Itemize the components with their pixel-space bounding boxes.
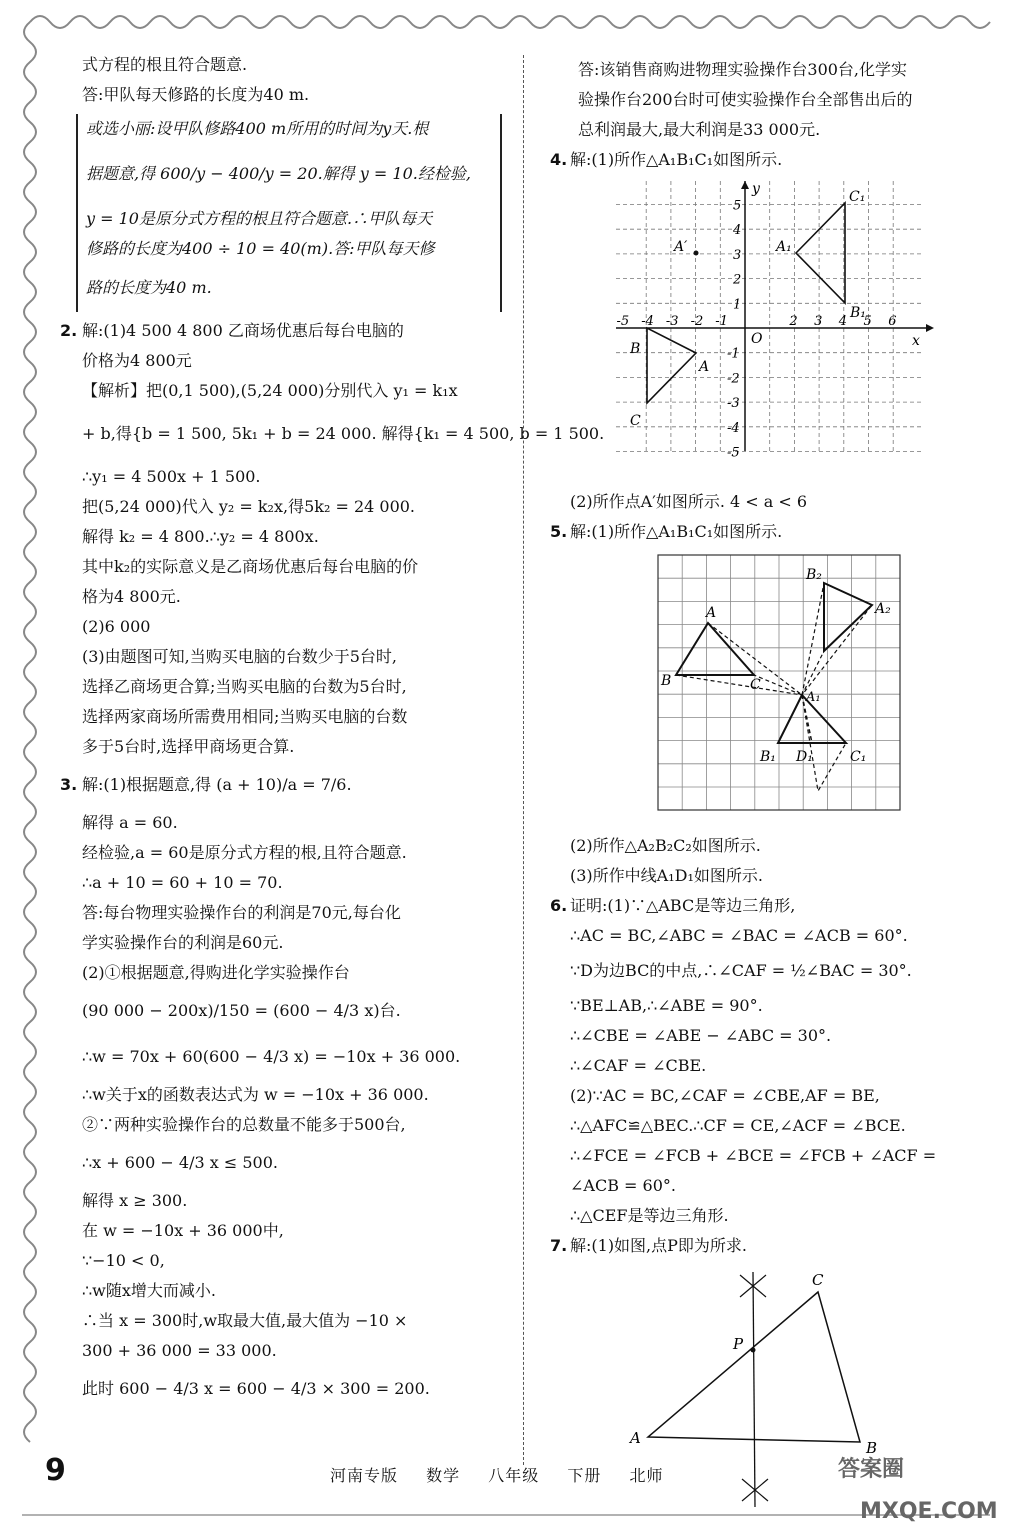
footer-volume: 下册 [567, 1466, 602, 1485]
text-line: 答:该销售商购进物理实验操作台300台,化学实 [578, 60, 908, 79]
text-line: ∵D为边BC的中点,∴∠CAF = ½∠BAC = 30°. [570, 961, 912, 980]
y-tick-label: 1 [733, 297, 742, 313]
label-a: A [706, 605, 717, 621]
text-line: 解得 x ≥ 300. [82, 1191, 188, 1210]
y-tick-label: 3 [733, 247, 742, 263]
text-line: ∴当 x = 300时,w取最大值,最大值为 −10 × [82, 1311, 408, 1330]
x-tick-label: -2 [690, 314, 704, 329]
text-line: 经检验,a = 60是原分式方程的根,且符合题意. [82, 843, 407, 862]
text-line: 300 + 36 000 = 33 000. [82, 1341, 277, 1360]
question-number: 6. [550, 896, 568, 915]
origin-label: O [751, 331, 763, 347]
y-tick-label: 4 [733, 223, 742, 239]
text-line: y = 10是原分式方程的根且符合题意.∴甲队每天 [86, 209, 433, 228]
text-line: ∴△AFC≌△BEC.∴CF = CE,∠ACF = ∠BCE. [570, 1116, 906, 1135]
text-line: 验操作台200台时可使实验操作台全部售出后的 [578, 90, 913, 109]
y-tick-label: 2 [733, 272, 742, 288]
label-a: A [699, 359, 710, 375]
text-line: (2)所作△A₂B₂C₂如图所示. [570, 836, 761, 855]
question-6 [548, 891, 988, 921]
column-divider [523, 55, 524, 1465]
label-a2: A₂ [875, 601, 891, 617]
triangle-a1b1c1 [796, 203, 845, 303]
x-tick-label: 4 [838, 314, 848, 329]
triangle-abc [647, 328, 696, 403]
text-line: ∴∠FCE = ∠FCB + ∠BCE = ∠FCB + ∠ACF = [570, 1146, 937, 1165]
label-p: P [733, 1335, 744, 1353]
construction-lines [676, 675, 802, 695]
x-tick-label: 2 [789, 314, 798, 329]
text-line: ∴∠CBE = ∠ABE − ∠ABC = 30°. [570, 1026, 832, 1045]
text-line: 此时 600 − 4/3 x = 600 − 4/3 × 300 = 200. [82, 1379, 430, 1398]
text-line: 价格为4 800元 [82, 351, 192, 370]
question-4 [548, 145, 988, 175]
text-line: 解得 k₂ = 4 800.∴y₂ = 4 800x. [82, 527, 319, 546]
text-line: (90 000 − 200x)/150 = (600 − 4/3 x)台. [82, 1001, 401, 1020]
text-line: ∴AC = BC,∠ABC = ∠BAC = ∠ACB = 60°. [570, 926, 908, 945]
footer-grade: 八年级 [488, 1466, 540, 1485]
question-number: 3. [60, 775, 78, 794]
question-number: 2. [60, 321, 78, 340]
question-number: 4. [550, 150, 568, 169]
x-axis-arrow [926, 324, 934, 332]
left-column [60, 50, 605, 1412]
text-line: 答:甲队每天修路的长度为40 m. [82, 85, 310, 104]
label-b: B [630, 341, 641, 357]
question-3 [60, 762, 502, 808]
y-tick-label: -3 [727, 396, 740, 412]
question-number: 5. [550, 522, 568, 541]
footer-subject: 数学 [426, 1466, 461, 1485]
y-axis-label: y [752, 181, 760, 197]
text-line: ∵−10 < 0, [82, 1251, 165, 1270]
text-line: 式方程的根且符合题意. [82, 55, 248, 74]
text-line: 解:(1)所作△A₁B₁C₁如图所示. [570, 522, 783, 541]
x-tick-label: -4 [641, 314, 654, 329]
watermark-line1: 答案圈 [838, 1457, 905, 1482]
figure-4-coordinate-grid [616, 181, 1010, 471]
grid-lines [658, 555, 900, 810]
text-line: (2)∵AC = BC,∠CAF = ∠CBE,AF = BE, [570, 1086, 880, 1105]
footer [330, 1463, 685, 1486]
label-b: B [661, 673, 672, 689]
label-a1: A₁ [776, 239, 792, 255]
text-line: 修路的长度为400 ÷ 10 = 40(m).答:甲队每天修 [86, 239, 435, 258]
figure-5-rotation-grid [656, 553, 916, 815]
text-line: 把(5,24 000)代入 y₂ = k₂x,得5k₂ = 24 000. [82, 497, 416, 516]
text-line: 【解析】把(0,1 500),(5,24 000)分别代入 y₁ = k₁x [82, 381, 458, 400]
text-line: 解得 a = 60. [82, 813, 178, 832]
question-5 [548, 517, 988, 547]
text-line: 路的长度为40 m. [86, 278, 212, 297]
text-line: + b,得{b = 1 500, 5k₁ + b = 24 000. 解得{k₁ = 4 500, b = 1 500. [82, 424, 605, 443]
text-line: ∴y₁ = 4 500x + 1 500. [82, 467, 261, 486]
label-c: C [812, 1271, 824, 1289]
watermark [830, 1438, 1000, 1533]
text-line: 答:每台物理实验操作台的利润是70元,每台化 [82, 903, 401, 922]
label-c: C [630, 413, 641, 429]
point-a-prime [694, 251, 699, 256]
text-line: 或选小丽:设甲队修路400 m所用的时间为y天.根 [86, 119, 429, 138]
text-line: 证明:(1)∵△ABC是等边三角形, [570, 896, 796, 915]
text-line: 解:(1)如图,点P即为所求. [570, 1236, 747, 1255]
text-line: 选择乙商场更合算;当购买电脑的台数为5台时, [82, 677, 407, 696]
label-c1: C₁ [849, 189, 866, 205]
label-c: C [750, 677, 761, 693]
label-a1: A₁ [806, 690, 821, 705]
text-line: 解:(1)4 500 4 800 乙商场优惠后每台电脑的 [82, 321, 404, 340]
text-line: ∴∠CAF = ∠CBE. [570, 1056, 707, 1075]
text-line: 解:(1)根据题意,得 (a + 10)/a = 7/6. [82, 775, 352, 794]
label-b1: B₁ [850, 305, 866, 321]
perpendicular-bisector [753, 1272, 755, 1507]
label-b2: B₂ [806, 567, 822, 583]
text-line: 学实验操作台的利润是60元. [82, 933, 284, 952]
text-line: ∴w = 70x + 60(600 − 4/3 x) = −10x + 36 000. [82, 1047, 461, 1066]
text-line: 解:(1)所作△A₁B₁C₁如图所示. [570, 150, 783, 169]
label-c1: C₁ [850, 749, 867, 765]
y-tick-label: 5 [733, 198, 742, 214]
question-7 [548, 1231, 988, 1261]
text-line: (3)所作中线A₁D₁如图所示. [570, 866, 763, 885]
text-line: (2)①根据题意,得购进化学实验操作台 [82, 963, 350, 982]
y-tick-label: -4 [727, 420, 740, 436]
footer-publisher: 北师 [629, 1466, 664, 1485]
grid-lines [616, 181, 921, 452]
text-line: ∴w随x增大而减小. [82, 1281, 216, 1300]
x-tick-label: -1 [715, 314, 728, 329]
footer-edition: 河南专版 [330, 1466, 399, 1485]
text-line: ∴△CEF是等边三角形. [570, 1206, 729, 1225]
x-tick-label: -5 [616, 314, 630, 329]
question-number: 7. [550, 1236, 568, 1255]
text-line: 其中k₂的实际意义是乙商场优惠后每台电脑的价 [82, 557, 419, 576]
question-2 [60, 316, 502, 346]
label-a-prime: A′ [674, 239, 688, 255]
y-tick-label: -2 [727, 371, 740, 387]
text-line: (2)所作点A′如图所示. 4 < a < 6 [570, 492, 808, 511]
text-line: ∴a + 10 = 60 + 10 = 70. [82, 873, 283, 892]
x-axis-label: x [912, 333, 920, 349]
text-line: ②∵两种实验操作台的总数量不能多于500台, [82, 1115, 406, 1134]
x-tick-label: 3 [814, 314, 823, 329]
point-p [751, 1348, 756, 1353]
text-line: 选择两家商场所需费用相同;当购买电脑的台数 [82, 707, 408, 726]
label-b1: B₁ [760, 749, 776, 765]
label-d1: D₁ [796, 749, 813, 765]
label-b: B [866, 1439, 878, 1457]
text-line: 总利润最大,最大利润是33 000元. [578, 120, 821, 139]
triangle-a2b2c2 [824, 583, 872, 651]
page-number: 9 [45, 1453, 66, 1488]
y-axis-arrow [741, 181, 749, 189]
y-tick-label: -1 [727, 346, 740, 362]
text-line: (2)6 000 [82, 617, 151, 636]
x-tick-label: -3 [665, 314, 679, 329]
watermark-line2: MXQE.COM [860, 1499, 998, 1524]
text-line: 在 w = −10x + 36 000中, [82, 1221, 284, 1240]
text-line: ∴x + 600 − 4/3 x ≤ 500. [82, 1153, 278, 1172]
text-line: 多于5台时,选择甲商场更合算. [82, 737, 295, 756]
text-line: ∠ACB = 60°. [570, 1176, 676, 1195]
text-line: ∵BE⊥AB,∴∠ABE = 90°. [570, 996, 763, 1015]
text-line: 据题意,得 600/y − 400/y = 20.解得 y = 10.经检验, [86, 164, 471, 183]
x-tick-label: 6 [888, 314, 897, 329]
x-tick-label: 5 [863, 314, 872, 329]
label-a: A [630, 1429, 641, 1447]
y-tick-label: -5 [727, 445, 740, 461]
right-column [548, 55, 988, 1528]
alternative-solution-box [76, 114, 502, 312]
text-line: 格为4 800元. [82, 587, 181, 606]
text-line: ∴w关于x的函数表达式为 w = −10x + 36 000. [82, 1085, 429, 1104]
text-line: (3)由题图可知,当购买电脑的台数少于5台时, [82, 647, 398, 666]
